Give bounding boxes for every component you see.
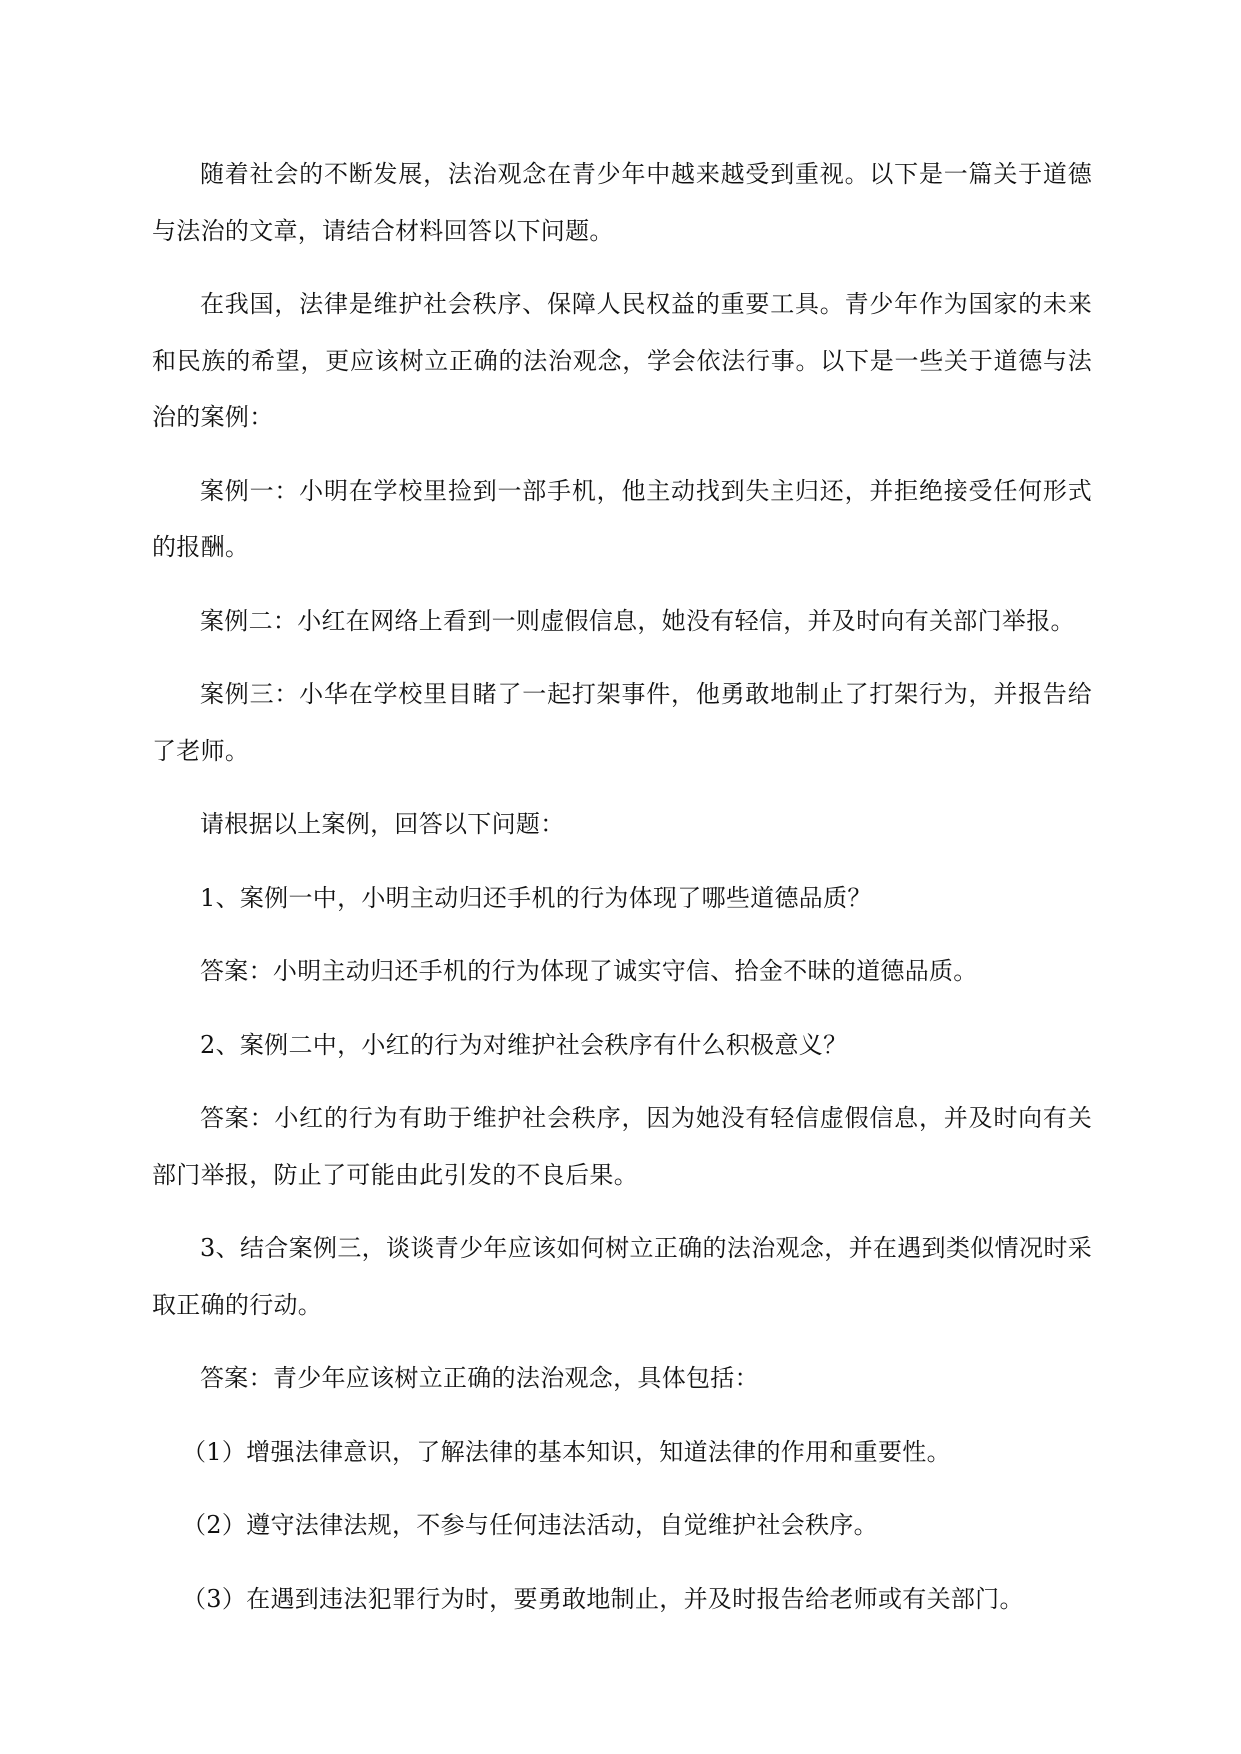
answer-1: 答案：小明主动归还手机的行为体现了诚实守信、拾金不昧的道德品质。	[200, 957, 978, 985]
question-3: 3、结合案例三，谈谈青少年应该如何树立正确的法治观念，并在遇到类似情况时采取正确的行动。	[152, 1234, 1092, 1319]
case-one-paragraph: 案例一：小明在学校里捡到一部手机，他主动找到失主归还，并拒绝接受任何形式的报酬。	[152, 476, 1092, 561]
document-body	[152, 146, 1092, 1644]
answer-3-item-2: （2）遵守法律法规，不参与任何违法活动，自觉维护社会秩序。	[182, 1511, 878, 1539]
answer-3-item-3: （3）在遇到违法犯罪行为时，要勇敢地制止，并及时报告给老师或有关部门。	[182, 1584, 1024, 1613]
question-2: 2、案例二中，小红的行为对维护社会秩序有什么积极意义？	[200, 1030, 848, 1059]
context-paragraph: 在我国，法律是维护社会秩序、保障人民权益的重要工具。青少年作为国家的未来和民族的希望，更应该树立正确的法治观念，学会依法行事。以下是一些关于道德与法治的案例：	[152, 290, 1092, 431]
case-two-paragraph: 案例二：小红在网络上看到一则虚假信息，她没有轻信，并及时向有关部门举报。	[200, 606, 1075, 635]
answer-3: 答案：青少年应该树立正确的法治观念，具体包括：	[200, 1364, 759, 1392]
questions-intro: 请根据以上案例，回答以下问题：	[200, 810, 565, 838]
intro-paragraph: 随着社会的不断发展，法治观念在青少年中越来越受到重视。以下是一篇关于道德与法治的文章，请结合材料回答以下问题。	[152, 160, 1092, 245]
question-1: 1、案例一中，小明主动归还手机的行为体现了哪些道德品质？	[200, 883, 872, 912]
answer-2: 答案：小红的行为有助于维护社会秩序，因为她没有轻信虚假信息，并及时向有关部门举报，防止了可能由此引发的不良后果。	[152, 1104, 1092, 1189]
case-three-paragraph: 案例三：小华在学校里目睹了一起打架事件，他勇敢地制止了打架行为，并报告给了老师。	[152, 680, 1092, 765]
answer-3-item-1: （1）增强法律意识，了解法律的基本知识，知道法律的作用和重要性。	[182, 1437, 951, 1466]
